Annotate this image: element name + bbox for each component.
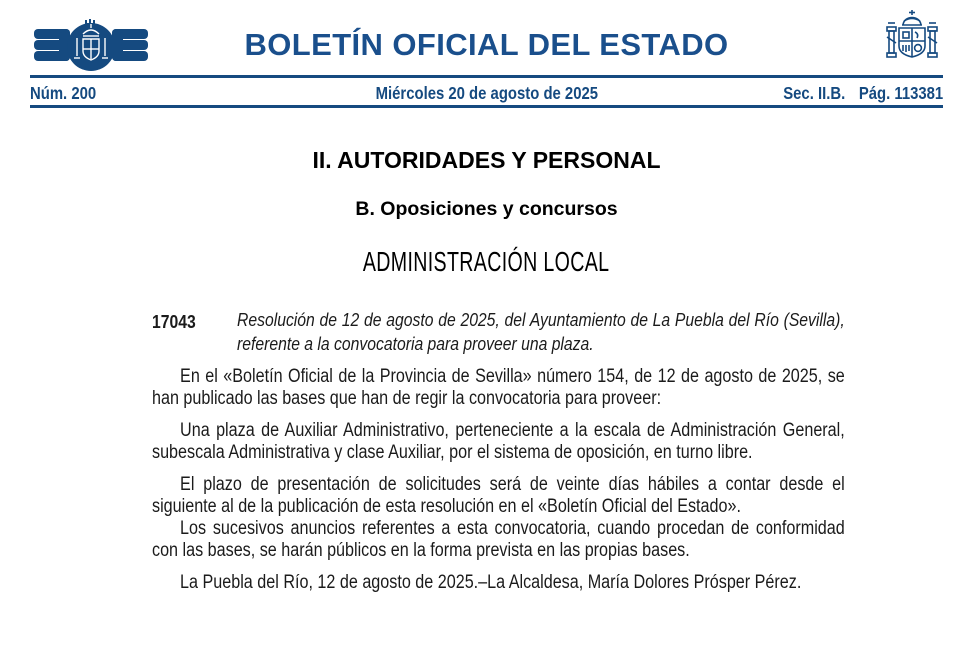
announcement-title: Resolución de 12 de agosto de 2025, del Ayuntamiento de La Puebla del Río (Sevilla), referente a la convocatoria para proveer una plaza. [237, 309, 845, 354]
body-paragraph: Los sucesivos anuncios referentes a esta convocatoria, cuando procedan de conformidad con las bases, se harán públicos en la forma prevista en las propias bases. [152, 518, 845, 561]
announcement-item [152, 308, 845, 356]
masthead-top-rule [30, 75, 943, 78]
spain-coat-of-arms-icon [884, 7, 940, 69]
issue-number: Núm. 200 [30, 83, 97, 103]
body-paragraph: En el «Boletín Oficial de la Provincia de Sevilla» número 154, de 12 de agosto de 2025, se han publicado las bases que han de regir la convocatoria para proveer: [152, 366, 845, 409]
announcement-body [152, 366, 845, 604]
announcement-number: 17043 [152, 311, 196, 332]
masthead-info-row [30, 83, 943, 102]
body-paragraph: Una plaza de Auxiliar Administrativo, perteneciente a la escala de Administración General, subescala Administrativa y clase Auxiliar, por el sistema de oposición, en turno libre. [152, 420, 845, 463]
organism-heading: ADMINISTRACIÓN LOCAL [363, 246, 610, 277]
organism-heading-wrap [0, 246, 973, 278]
subsection-heading: B. Oposiciones y concursos [355, 198, 618, 220]
section-ref: Sec. II.B. [783, 83, 846, 103]
body-paragraph-signature: La Puebla del Río, 12 de agosto de 2025.–La Alcaldesa, María Dolores Prósper Pérez. [180, 572, 802, 593]
masthead-bottom-rule [30, 105, 943, 108]
issue-date: Miércoles 20 de agosto de 2025 [375, 83, 598, 103]
page-ref: Pág. 113381 [858, 83, 943, 103]
section-heading: II. AUTORIDADES Y PERSONAL [312, 147, 661, 173]
gazette-title: BOLETÍN OFICIAL DEL ESTADO [244, 27, 729, 62]
body-paragraph: El plazo de presentación de solicitudes será de veinte días hábiles a contar desde el siguiente al de la publicación de esta resolución en el «Boletín Oficial del Estado». [152, 474, 845, 517]
section-page [783, 83, 943, 104]
